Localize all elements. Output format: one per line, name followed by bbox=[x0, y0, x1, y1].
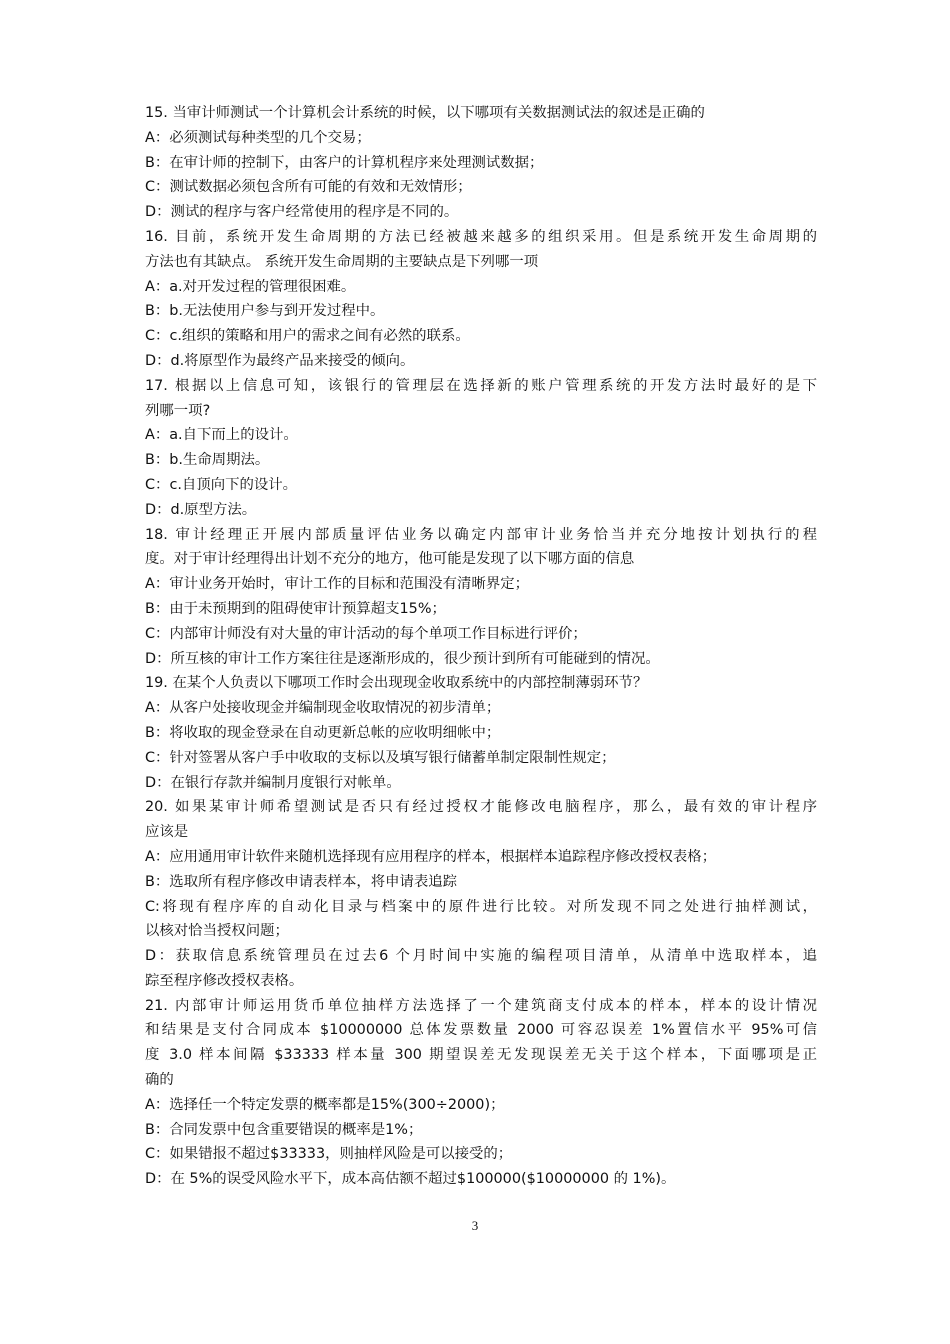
text-line: D：在银行存款并编制月度银行对帐单。 bbox=[145, 774, 401, 791]
text-line: C：测试数据必须包含所有可能的有效和无效情形； bbox=[145, 179, 472, 196]
text-line: 确的 bbox=[145, 1072, 174, 1089]
text-line: 度 3.0 样本间隔 $33333 样本量 300 期望误差无发现误差无关于这个样本，下面哪项是正 bbox=[145, 1047, 817, 1064]
text-line: A：审计业务开始时，审计工作的目标和范围没有清晰界定； bbox=[145, 576, 530, 593]
text-line: 19. 在某个人负责以下哪项工作时会出现现金收取系统中的内部控制薄弱环节？ bbox=[145, 675, 648, 692]
text-line: A：a.自下而上的设计。 bbox=[145, 427, 298, 444]
text-line: D：获取信息系统管理员在过去6 个月时间中实施的编程项目清单，从清单中选取样本，追 bbox=[145, 948, 817, 965]
text-line: B：合同发票中包含重要错误的概率是1%； bbox=[145, 1121, 423, 1138]
text-line: C：c.组织的策略和用户的需求之间有必然的联系。 bbox=[145, 328, 470, 345]
text-line: C：如果错报不超过$33333，则抽样风险是可以接受的； bbox=[145, 1146, 513, 1163]
text-line: 18. 审计经理正开展内部质量评估业务以确定内部审计业务恰当并充分地按计划执行的程 bbox=[145, 526, 817, 543]
page-number: 3 bbox=[471, 1218, 479, 1233]
text-line: 度。对于审计经理得出计划不充分的地方，他可能是发现了以下哪方面的信息 bbox=[145, 551, 635, 568]
text-line: 和结果是支付合同成本 $10000000 总体发票数量 2000 可容忍误差 1%置信水平 95%可信 bbox=[145, 1022, 817, 1039]
text-line: 17. 根据以上信息可知，该银行的管理层在选择新的账户管理系统的开发方法时最好的是下 bbox=[145, 377, 817, 394]
text-line: B：由于未预期到的阻碍使审计预算超支15%； bbox=[145, 600, 446, 617]
text-line: 方法也有其缺点。 系统开发生命周期的主要缺点是下列哪一项 bbox=[145, 253, 539, 270]
text-line: D：d.将原型作为最终产品来接受的倾向。 bbox=[145, 352, 415, 369]
text-line: B：将收取的现金登录在自动更新总帐的应收明细帐中； bbox=[145, 724, 501, 741]
text-line: 16. 目前，系统开发生命周期的方法已经被越来越多的组织采用。但是系统开发生命周期的 bbox=[145, 228, 817, 245]
text-line: B：b.生命周期法。 bbox=[145, 452, 270, 469]
text-line: B：选取所有程序修改申请表样本，将申请表追踪 bbox=[145, 873, 458, 890]
text-line: B：b.无法使用户参与到开发过程中。 bbox=[145, 303, 385, 320]
text-line: A：必须测试每种类型的几个交易； bbox=[145, 129, 371, 146]
text-line: 以核对恰当授权问题； bbox=[145, 923, 289, 940]
text-line: D：d.原型方法。 bbox=[145, 501, 257, 518]
text-line: 应该是 bbox=[145, 824, 189, 841]
text-line: 15. 当审计师测试一个计算机会计系统的时候，以下哪项有关数据测试法的叙述是正确的 bbox=[145, 105, 705, 121]
text-line: D：测试的程序与客户经常使用的程序是不同的。 bbox=[145, 204, 459, 221]
text-line: C：c.自顶向下的设计。 bbox=[145, 476, 298, 493]
text-line: A：a.对开发过程的管理很困难。 bbox=[145, 278, 356, 295]
text-line: C：针对签署从客户手中收取的支标以及填写银行储蓄单制定限制性规定； bbox=[145, 749, 616, 766]
page-content bbox=[145, 101, 817, 1192]
text-line: D：所互核的审计工作方案往往是逐渐形成的，很少预计到所有可能碰到的情况。 bbox=[145, 650, 660, 667]
text-line: 21. 内部审计师运用货币单位抽样方法选择了一个建筑商支付成本的样本，样本的设计情况 bbox=[145, 997, 817, 1014]
text-line: A：从客户处接收现金并编制现金收取情况的初步清单； bbox=[145, 700, 501, 717]
text-line: C：内部审计师没有对大量的审计活动的每个单项工作目标进行评价； bbox=[145, 625, 587, 642]
text-line: B：在审计师的控制下，由客户的计算机程序来处理测试数据； bbox=[145, 154, 544, 171]
text-line: A：应用通用审计软件来随机选择现有应用程序的样本，根据样本追踪程序修改授权表格； bbox=[145, 848, 717, 865]
text-line: C:将现有程序库的自动化目录与档案中的原件进行比较。对所发现不同之处进行抽样测试， bbox=[145, 898, 817, 915]
text-line: 20. 如果某审计师希望测试是否只有经过授权才能修改电脑程序，那么，最有效的审计程序 bbox=[145, 799, 817, 816]
text-line: A：选择任一个特定发票的概率都是15%(300÷2000)； bbox=[145, 1096, 505, 1113]
text-line: 列哪一项? bbox=[145, 402, 211, 419]
text-line: 踪至程序修改授权表格。 bbox=[145, 972, 304, 989]
text-line: D：在 5%的误受风险水平下，成本高估额不超过$100000($10000000 的 1%)。 bbox=[145, 1171, 676, 1188]
